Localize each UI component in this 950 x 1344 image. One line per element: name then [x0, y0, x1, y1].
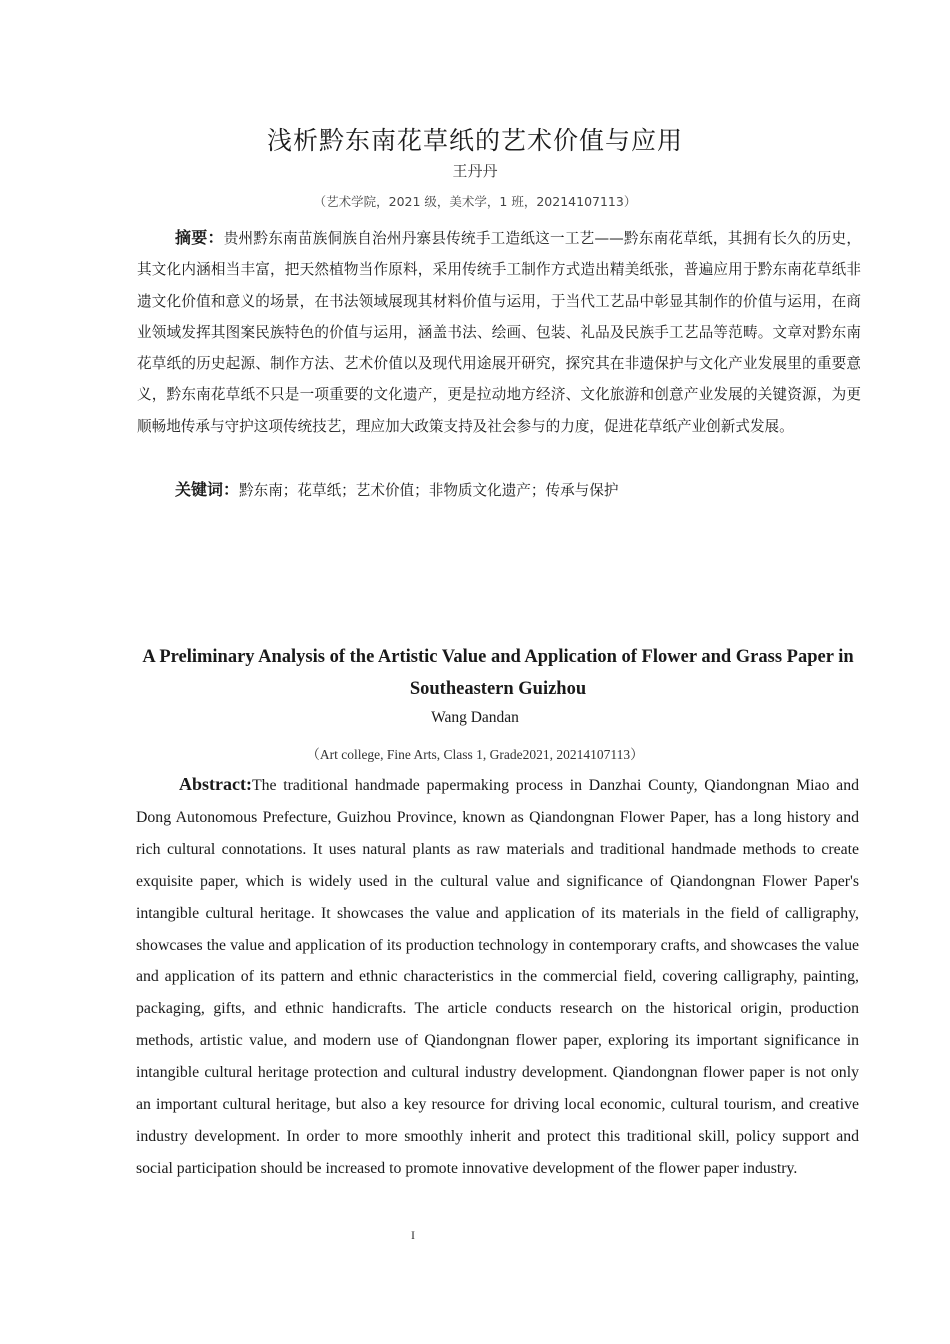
chinese-abstract-label: 摘要： [175, 228, 224, 247]
english-abstract-text: The traditional handmade papermaking process in Danzhai County, Qiandongnan Miao and Dong Autonomous Prefecture, Guizhou Province, known as Qiandongnan Flower Paper, has a long history and rich cultural connotations. It uses natural plants as raw materials and traditional handmade methods to create exquisite paper, which is widely used in the cultural value and significance of Qiandongnan Flower Paper's intangible cultural heritage. It showcases the value and application of its materials in the field of calligraphy, showcases the value and application of its production technology in contemporary crafts, and showcases the value and application of its pattern and ethnic characteristics in the commercial field, covering calligraphy, painting, packaging, gifts, and ethnic handicrafts. The article conducts research on the historical origin, production methods, artistic value, and modern use of Qiandongnan flower paper, exploring its important significance in intangible cultural heritage protection and cultural industry development. Qiandongnan flower paper is not only an important cultural heritage, but also a key resource for driving local economic, cultural tourism, and creative industry development. In order to more smoothly inherit and protect this traditional skill, policy support and social participation should be increased to promote innovative development of the flower paper industry. [136, 777, 859, 1177]
english-abstract-label: Abstract: [179, 774, 252, 794]
chinese-keywords-text: 黔东南；花草纸；艺术价值；非物质文化遗产；传承与保护 [239, 482, 619, 499]
page-number: I [411, 1228, 415, 1242]
chinese-title: 浅析黔东南花草纸的艺术价值与应用 [266, 126, 683, 155]
english-abstract [136, 769, 859, 1185]
chinese-abstract-text: 贵州黔东南苗族侗族自治州丹寨县传统手工造纸这一工艺——黔东南花草纸，其拥有长久的历史，其文化内涵相当丰富，把天然植物当作原料，采用传统手工制作方式造出精美纸张，普遍应用于黔东南花草纸非遗文化价值和意义的场景，在书法领域展现其材料价值与运用，于当代工艺品中彰显其制作的价值与运用，在商业领域发挥其图案民族特色的价值与运用，涵盖书法、绘画、包装、礼品及民族手工艺品等范畴。文章对黔东南花草纸的历史起源、制作方法、艺术价值以及现代用途展开研究，探究其在非遗保护与文化产业发展里的重要意义，黔东南花草纸不只是一项重要的文化遗产，更是拉动地方经济、文化旅游和创意产业发展的关键资源，为更顺畅地传承与守护这项传统技艺，理应加大政策支持及社会参与的力度，促进花草纸产业创新式发展。 [137, 230, 861, 435]
english-title: A Preliminary Analysis of the Artistic Value and Application of Flower and Grass Paper in Southeastern Guizhou [142, 647, 854, 699]
chinese-abstract [137, 222, 861, 442]
chinese-affiliation: （艺术学院，2021 级，美术学，1 班，20214107113） [313, 194, 637, 209]
chinese-keywords [175, 474, 861, 506]
chinese-author: 王丹丹 [452, 162, 498, 180]
chinese-keywords-label: 关键词： [175, 480, 240, 499]
english-author: Wang Dandan [431, 709, 519, 726]
english-affiliation: （Art college, Fine Arts, Class 1, Grade2021, 20214107113） [306, 747, 644, 762]
